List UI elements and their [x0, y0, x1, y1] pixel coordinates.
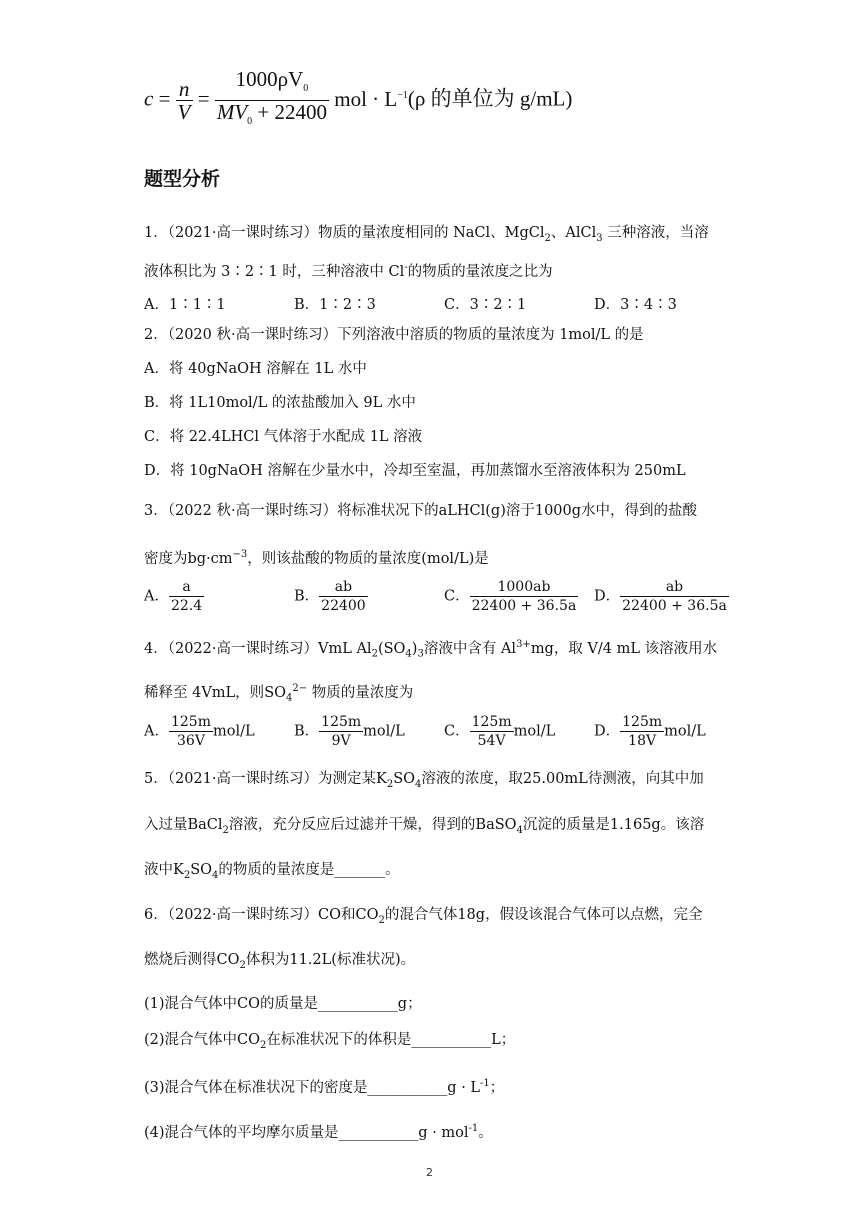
q6-sub2: (2)混合气体中$CO_2$在标准状况下的体积是___________L； — [144, 1032, 516, 1051]
q6-sub1: (1)混合气体中CO的质量是___________g； — [144, 996, 422, 1012]
q3-option-b[interactable]: B． $\frac{ab}{22400}$ — [294, 579, 366, 614]
q2-option-b[interactable]: B．将 1L10mol/L 的浓盐酸加入 9L 水中 — [144, 395, 416, 411]
formula-n-over-v — [176, 78, 193, 123]
q3-line2: 密度为$bg\cdot cm^{-3}$，则该盐酸的物质的量浓度(mol/L)是 — [144, 549, 489, 567]
formula-denominator: $MV_0 + 22400$ — [216, 100, 328, 128]
q6-sub4: (4)混合气体的平均摩尔质量是___________g · mol$^{-1}$。 — [144, 1123, 493, 1141]
q2-option-a[interactable]: A．将 40gNaOH 溶解在 1L 水中 — [144, 361, 367, 377]
formula-unit: mol · $L^{-1}$ — [334, 86, 408, 111]
formula-note: (ρ 的单位为 g/mL) — [407, 86, 573, 111]
q1-option-b[interactable]: B．1∶2∶3 — [294, 297, 376, 313]
q1-line2: 液体积比为 3∶2∶1 时，三种溶液中 Cl-的物质的量浓度之比为 — [144, 262, 553, 280]
q3-line1: 3．（2022 秋·高一课时练习）将标准状况下的aLHCl(g)溶于1000g水中，得到的盐酸 — [144, 503, 698, 519]
formula-n: n — [176, 78, 193, 101]
q4-line2: 稀释至 4VmL，则$SO_4^{2-}$ 物质的量浓度为 — [144, 683, 414, 704]
page-number: 2 — [426, 1166, 433, 1179]
formula-main-fraction — [215, 68, 329, 133]
formula-c: c — [144, 86, 154, 111]
q2-stem: 2．（2020 秋·高一课时练习）下列溶液中溶质的物质的量浓度为 1mol/L 的是 — [144, 327, 644, 343]
section-title: 题型分析 — [144, 168, 221, 190]
q5-line2: 入过量BaCl$_2$溶液，充分反应后过滤并干燥，得到的BaSO$_4$沉淀的质量是1.165g。该溶 — [144, 817, 705, 836]
concentration-formula: c = $\frac{n}{V}$ = $\frac{1000\rho V_0}{MV_0 + 22400}$ mol · $L^{-1}(\rho$ 的单位为 g/mL) — [144, 68, 572, 133]
q3-option-a[interactable]: A． $\frac{a}{22.4}$ — [144, 579, 203, 614]
q2-option-d[interactable]: D．将 10gNaOH 溶解在少量水中，冷却至室温，再加蒸馏水至溶液体积为 250mL — [144, 463, 686, 479]
q3-option-d[interactable]: D． $\frac{ab}{22400 + 36.5a}$ — [594, 579, 727, 614]
q1-option-c[interactable]: C．3∶2∶1 — [444, 297, 527, 313]
q5-line1: 5．（2021·高一课时练习）为测定某$K_2SO_4$溶液的浓度，取25.00mL待测液，向其中加 — [144, 771, 704, 790]
formula-v: V — [177, 100, 191, 125]
q1-option-d[interactable]: D．3∶4∶3 — [594, 297, 677, 313]
q6-sub3: (3)混合气体在标准状况下的密度是___________g · $L^{-1}$； — [144, 1078, 505, 1096]
q4-option-c[interactable]: C． $\frac{125m}{54V}$ mol/L — [444, 714, 556, 749]
q6-line1: 6．（2022·高一课时练习）CO和$CO_2$的混合气体18g，假设该混合气体可以点燃，完全 — [144, 907, 703, 926]
formula-numerator: $1000\rho V_0$ — [215, 68, 329, 101]
q2-option-c[interactable]: C．将 22.4LHCl 气体溶于水配成 1L 溶液 — [144, 429, 423, 445]
q4-option-d[interactable]: D． $\frac{125m}{18V}$ mol/L — [594, 714, 706, 749]
q4-option-a[interactable]: A． $\frac{125m}{36V}$ mol/L — [144, 714, 255, 749]
q5-line3: 液中$K_2SO_4$的物质的量浓度是_______。 — [144, 862, 400, 881]
q1-line1: 1．（2021·高一课时练习）物质的量浓度相同的 NaCl、MgCl$_2$、AlCl$_3$ 三种溶液，当溶 — [144, 225, 709, 244]
q3-option-c[interactable]: C． $\frac{1000ab}{22400 + 36.5a}$ — [444, 579, 577, 614]
q4-option-b[interactable]: B． $\frac{125m}{9V}$ mol/L — [294, 714, 405, 749]
q4-line1: 4．（2022·高一课时练习）VmL $Al_2(SO_4)_3$溶液中含有 $Al^{3+}mg$，取 V/4 mL 该溶液用水 — [144, 639, 718, 660]
q6-line2: 燃烧后测得$CO_2$体积为11.2L(标准状况)。 — [144, 952, 416, 971]
q1-option-a[interactable]: A．1∶1∶1 — [144, 297, 226, 313]
